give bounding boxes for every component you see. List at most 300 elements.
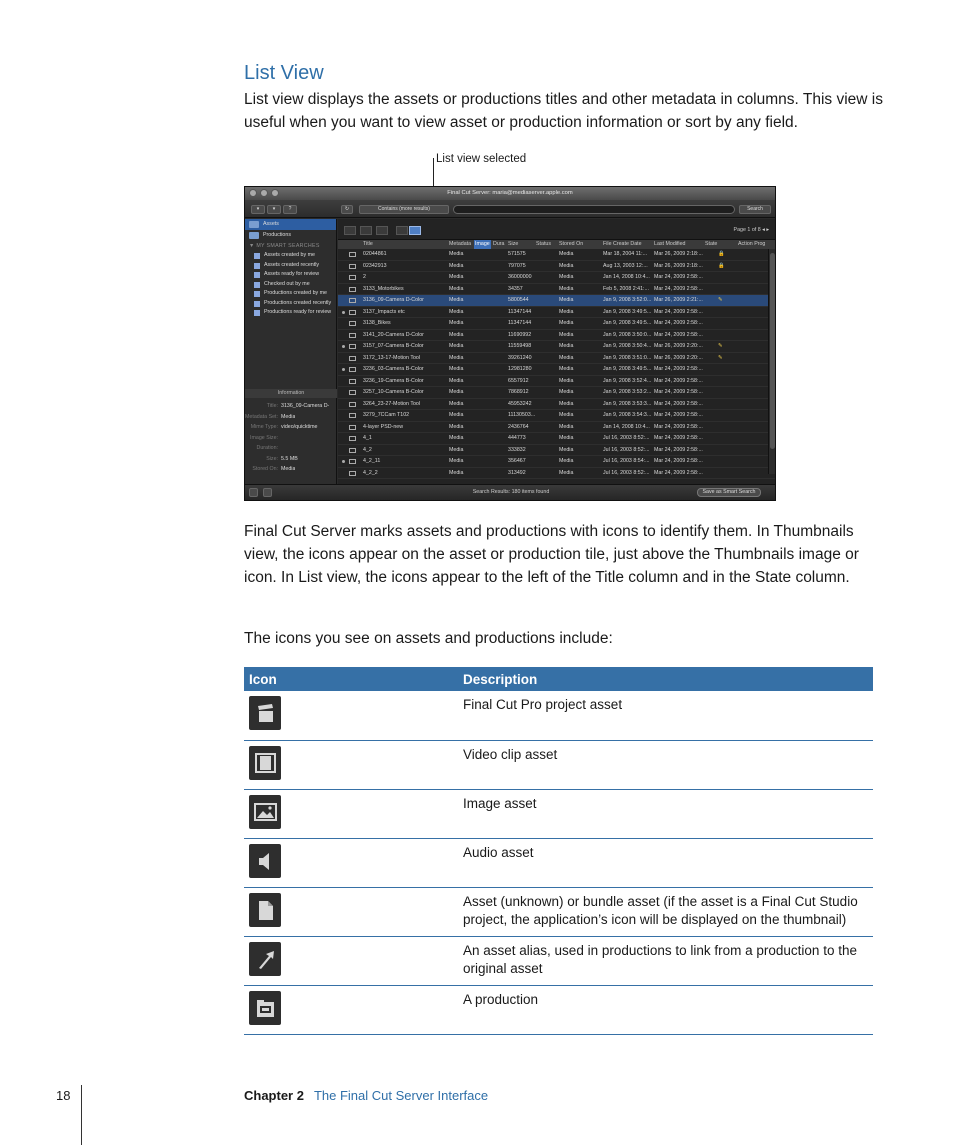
sidebar-item-assets[interactable]: Assets	[245, 219, 336, 230]
cell-size: 313492	[508, 469, 526, 476]
icon-cell	[244, 985, 458, 1034]
cell-modified: Mar 24, 2009 2:58:...	[654, 400, 703, 407]
cell-size: 11347144	[508, 308, 532, 315]
table-row[interactable]	[338, 433, 775, 445]
cell-created: Jan 9, 2008 3:50:0...	[603, 331, 652, 338]
cell-title: 3133_Motorbikes	[363, 285, 404, 292]
cell-title: 4_1	[363, 435, 372, 441]
cell-created: Feb 5, 2008 2:41:...	[603, 285, 649, 292]
table-row[interactable]	[338, 376, 775, 388]
asset-type-icon	[349, 298, 356, 303]
smart-search-label: Productions created by me	[264, 290, 328, 296]
cell-size: 5800544	[508, 297, 529, 303]
cell-size: 2436764	[508, 423, 529, 430]
cell-meta: Media	[449, 343, 464, 349]
cell-meta: Media	[449, 377, 464, 384]
cell-created: Jan 9, 2008 3:53:3...	[603, 400, 652, 407]
col-size[interactable]: Size	[508, 241, 519, 247]
cell-created: Jul 16, 2003 8:52:...	[603, 446, 650, 453]
asset-type-icon	[349, 287, 356, 292]
table-row	[244, 985, 873, 1034]
col-last-modified[interactable]: Last Modified	[654, 241, 686, 247]
cell-meta: Media	[449, 297, 464, 303]
info-key: Size:	[266, 455, 278, 462]
table-row	[244, 789, 873, 838]
cell-state: 🔒	[718, 262, 725, 269]
smart-search-icon	[254, 253, 260, 259]
table-row[interactable]	[338, 249, 775, 261]
description-cell: Audio asset	[458, 838, 873, 887]
search-input[interactable]	[453, 205, 735, 214]
cell-stored: Media	[559, 458, 574, 464]
description-cell: Final Cut Pro project asset	[458, 691, 873, 740]
save-smart-search-button[interactable]: Save as Smart Search	[697, 488, 761, 497]
icons-explanation-paragraph: Final Cut Server marks assets and productions with icons to identify them. In Thumbnails view, the icons appear on the asset or production tile, just above the Thumbnails image or icon. In List view, the icons appear to the left of the Title column and in the State column.	[244, 523, 859, 586]
cell-modified: Mar 24, 2009 2:58:...	[654, 320, 703, 326]
cell-title: 3172_13-17-Motion Tool	[363, 354, 421, 361]
info-key: Title:	[266, 403, 278, 409]
cell-meta: Media	[449, 262, 464, 269]
image-icon	[249, 795, 281, 829]
cell-state: ✎	[718, 354, 723, 361]
info-row	[245, 433, 337, 444]
info-row	[245, 464, 337, 475]
icon-cell	[244, 838, 458, 887]
table-row[interactable]	[338, 295, 775, 307]
cell-created: Jan 9, 2008 3:49:5...	[603, 320, 652, 326]
asset-type-icon	[349, 321, 356, 326]
table-row	[244, 691, 873, 740]
asset-type-icon	[349, 448, 356, 453]
productions-icon	[249, 232, 259, 239]
description-cell: An asset alias, used in productions to link from a production to the original asset	[458, 936, 873, 985]
page-number[interactable]: 1	[747, 227, 751, 233]
cell-modified: Mar 24, 2009 2:58:...	[654, 308, 703, 315]
cell-size: 444773	[508, 435, 526, 441]
smart-search-label: Assets ready for review	[264, 271, 320, 277]
table-row[interactable]	[338, 456, 775, 468]
asset-type-icon	[349, 310, 356, 315]
cell-created: Jan 9, 2008 3:49:5...	[603, 308, 652, 315]
icon-cell	[244, 691, 458, 740]
smart-search-icon	[254, 291, 260, 297]
linked-asset-icon	[342, 460, 345, 463]
cell-meta: Media	[449, 400, 464, 407]
cell-modified: Mar 24, 2009 2:58:...	[654, 389, 703, 395]
next-page-icon[interactable]: ▸	[766, 227, 769, 233]
header-description: Description	[458, 667, 873, 691]
table-row	[244, 740, 873, 789]
info-value: video/quicktime	[281, 424, 318, 430]
cell-title: 4_2_11	[363, 458, 381, 464]
smart-search-label: Assets created by me	[264, 252, 315, 258]
page-count: of 8	[751, 227, 761, 233]
smart-search-item[interactable]	[245, 270, 336, 280]
cell-created: Aug 13, 2003 12:...	[603, 262, 648, 269]
table-row[interactable]	[338, 353, 775, 365]
cell-title: 4_2	[363, 446, 372, 453]
clapper-icon	[249, 696, 281, 730]
cell-modified: Mar 24, 2009 2:58:...	[654, 446, 703, 453]
cell-stored: Media	[559, 377, 574, 384]
cell-modified: Mar 24, 2009 2:58:...	[654, 366, 703, 372]
description-cell: Video clip asset	[458, 740, 873, 789]
col-title[interactable]: Title	[363, 241, 373, 247]
prev-page-icon[interactable]: ◂	[762, 227, 765, 233]
view-bar	[338, 219, 775, 240]
table-row[interactable]	[338, 272, 775, 284]
cell-meta: Media	[449, 446, 464, 453]
callout-label: List view selected	[436, 153, 527, 165]
scrollbar[interactable]	[768, 249, 775, 474]
description-cell: Asset (unknown) or bundle asset (if the asset is a Final Cut Studio project, the application’s icon will be displayed on the thumbnail)	[458, 887, 873, 936]
cell-modified: Mar 24, 2009 2:58:...	[654, 435, 703, 441]
table-row	[244, 887, 873, 936]
search-button[interactable]: Search	[739, 205, 771, 214]
table-row[interactable]	[338, 387, 775, 399]
table-row[interactable]	[338, 468, 775, 480]
cell-created: Jan 9, 2008 3:51:0...	[603, 354, 652, 361]
info-value: 5.5 MB	[281, 455, 298, 462]
smart-search-label: Checked out by me	[264, 280, 310, 287]
cell-stored: Media	[559, 354, 574, 361]
cell-stored: Media	[559, 366, 574, 372]
icon-cell	[244, 936, 458, 985]
smart-search-list	[245, 251, 336, 318]
cell-size: 12981280	[508, 366, 532, 372]
cell-title: 3236_19-Camera B-Color	[363, 377, 424, 384]
info-row	[245, 401, 337, 412]
cell-stored: Media	[559, 274, 574, 280]
cell-size: 11559498	[508, 343, 532, 349]
cell-created: Jan 9, 2008 3:52:0...	[603, 297, 652, 303]
smart-search-item[interactable]	[245, 261, 336, 271]
smart-search-item[interactable]	[245, 251, 336, 261]
cell-created: Jan 9, 2008 3:53:2...	[603, 389, 652, 395]
cell-meta: Media	[449, 458, 464, 464]
cell-stored: Media	[559, 435, 574, 441]
cell-title: 3157_07-Camera B-Color	[363, 343, 424, 349]
window-title: Final Cut Server: maria@mediaserver.apple.com	[447, 190, 573, 196]
status-bar	[245, 484, 776, 500]
cell-modified: Mar 26, 2009 2:21:...	[654, 297, 703, 303]
cell-modified: Mar 26, 2009 2:20:...	[654, 343, 703, 349]
cell-stored: Media	[559, 400, 574, 407]
col-action-progress[interactable]: Action Prog	[738, 241, 766, 247]
cell-stored: Media	[559, 308, 574, 315]
cell-modified: Mar 24, 2009 2:58:...	[654, 274, 703, 280]
smart-search-label: Assets created recently	[264, 261, 320, 268]
tools-button[interactable]	[360, 226, 372, 235]
cell-created: Jul 16, 2003 8:54:...	[603, 458, 650, 464]
asset-type-icon	[349, 275, 356, 280]
info-key: Stored On:	[252, 466, 278, 472]
document-icon	[249, 893, 281, 927]
cell-size: 571575	[508, 251, 526, 257]
cell-modified: Mar 24, 2009 2:58:...	[654, 469, 703, 476]
table-row	[244, 936, 873, 985]
cell-meta: Media	[449, 320, 464, 326]
table-row[interactable]	[338, 422, 775, 434]
asset-type-icon	[349, 379, 356, 384]
cell-state: ✎	[718, 343, 723, 349]
cell-title: 3264_23-27-Motion Tool	[363, 400, 421, 407]
smart-search-label: Productions ready for review	[264, 309, 332, 315]
table-row[interactable]	[338, 318, 775, 330]
smart-search-item[interactable]	[245, 308, 336, 318]
cell-size: 39261240	[508, 354, 532, 361]
smart-search-icon	[254, 310, 260, 316]
cell-created: Jan 9, 2008 3:52:4...	[603, 377, 652, 384]
toolbar	[245, 200, 775, 218]
cell-stored: Media	[559, 251, 574, 257]
lock-filter-button[interactable]	[344, 226, 356, 235]
speaker-icon	[249, 844, 281, 878]
cell-title: 4-layer PSD-new	[363, 423, 404, 430]
sidebar-item-productions[interactable]: Productions	[245, 230, 336, 241]
info-key: Image Size:	[250, 434, 278, 441]
cell-meta: Media	[449, 423, 464, 430]
asset-list	[338, 249, 775, 479]
cell-stored: Media	[559, 343, 574, 349]
cell-modified: Mar 26, 2009 2:20:...	[654, 354, 703, 361]
cell-title: 3136_09-Camera D-Color	[363, 297, 424, 303]
cell-title: 3141_20-Camera D-Color	[363, 331, 424, 338]
cell-title: 3138_Bikes	[363, 320, 391, 326]
cell-meta: Media	[449, 274, 464, 280]
window-titlebar	[245, 187, 775, 200]
icon-cell	[244, 887, 458, 936]
cell-size: 356467	[508, 458, 526, 464]
col-duration[interactable]: Dura	[493, 241, 505, 247]
cell-created: Jan 14, 2008 10:4...	[603, 274, 650, 280]
cell-size: 11130503...	[508, 412, 536, 418]
info-key: Duration:	[256, 445, 278, 451]
cell-title: 3279_7CCam T102	[363, 412, 410, 418]
cell-size: 11347144	[508, 320, 532, 326]
list-view-button[interactable]	[409, 226, 421, 235]
cell-created: Jan 9, 2008 3:54:3...	[603, 412, 652, 418]
search-results-count: Search Results: 180 items found	[472, 489, 550, 495]
info-value: Media	[281, 413, 296, 420]
icons-table	[244, 667, 873, 1035]
table-row[interactable]	[338, 399, 775, 411]
smart-search-item[interactable]	[245, 299, 336, 309]
info-value: 3136_09-Camera D-	[281, 403, 330, 409]
description-cell: Image asset	[458, 789, 873, 838]
thumbnails-view-button[interactable]	[396, 226, 408, 235]
cell-created: Jan 14, 2008 10:4...	[603, 423, 650, 430]
icons-list-intro: The icons you see on assets and productions include:	[244, 630, 613, 647]
description-cell: A production	[458, 985, 873, 1034]
cell-modified: Mar 24, 2009 2:58:...	[654, 412, 703, 418]
table-row[interactable]	[338, 261, 775, 273]
assets-icon	[249, 221, 259, 228]
linked-asset-icon	[342, 311, 345, 314]
search-scope-select[interactable]: Contains (more results)	[359, 205, 449, 214]
chapter-title-link[interactable]: The Final Cut Server Interface	[313, 1088, 489, 1103]
cell-stored: Media	[559, 469, 574, 476]
icon-cell	[244, 740, 458, 789]
asset-type-icon	[349, 333, 356, 338]
cell-title: 2	[363, 274, 366, 280]
sidebar	[245, 219, 337, 484]
asset-type-icon	[349, 264, 356, 269]
table-header-row	[244, 667, 873, 691]
cell-title: 4_2_2	[363, 469, 378, 476]
help-menu-button[interactable]: ?	[283, 205, 297, 214]
cell-meta: Media	[449, 285, 464, 292]
cell-size: 797075	[508, 262, 526, 269]
table-row[interactable]	[338, 330, 775, 342]
page-number: 18	[56, 1088, 71, 1103]
cell-created: Jan 9, 2008 3:50:4...	[603, 343, 652, 349]
header-icon: Icon	[244, 667, 458, 691]
smart-search-icon	[254, 263, 260, 269]
smart-searches-heading[interactable]: ▼ MY SMART SEARCHES	[249, 243, 320, 249]
info-key: Metadata Set:	[245, 413, 278, 420]
section-title: List View	[244, 62, 324, 84]
asset-type-icon	[349, 252, 356, 257]
asset-type-icon	[349, 390, 356, 395]
table-row[interactable]	[338, 364, 775, 376]
view-menu-button[interactable]: ▾	[267, 205, 281, 214]
cell-title: 02044861	[363, 251, 387, 257]
cell-title: 02342913	[363, 262, 387, 269]
cell-modified: Mar 24, 2009 2:58:...	[654, 423, 703, 430]
column-headers	[338, 240, 775, 249]
smart-search-icon	[254, 282, 260, 288]
cell-title: 3257_10-Camera B-Color	[363, 389, 424, 395]
cell-meta: Media	[449, 469, 464, 476]
linked-asset-icon	[342, 368, 345, 371]
smart-search-label: Productions created recently	[264, 299, 332, 306]
cell-state: 🔒	[718, 251, 725, 257]
cell-title: 3137_Impacts etc	[363, 308, 405, 315]
cell-modified: Mar 24, 2009 2:58:...	[654, 377, 703, 384]
asset-type-icon	[349, 356, 356, 361]
cell-stored: Media	[559, 262, 574, 269]
refresh-icon[interactable]: ↻	[341, 205, 353, 214]
asset-type-icon	[349, 402, 356, 407]
table-row[interactable]	[338, 284, 775, 296]
scroll-thumb[interactable]	[770, 253, 775, 449]
cell-stored: Media	[559, 320, 574, 326]
table-row[interactable]	[338, 445, 775, 457]
cell-meta: Media	[449, 389, 464, 395]
cell-created: Jan 9, 2008 3:49:5...	[603, 366, 652, 372]
cell-modified: Mar 26, 2009 2:18:...	[654, 262, 703, 269]
info-key: Mime Type:	[250, 424, 278, 430]
cell-meta: Media	[449, 366, 464, 372]
app-screenshot	[244, 186, 776, 501]
cell-meta: Media	[449, 308, 464, 315]
col-status[interactable]: Status	[536, 241, 552, 247]
col-image[interactable]: Image	[475, 241, 490, 247]
cell-size: 11690992	[508, 331, 532, 338]
cell-stored: Media	[559, 389, 574, 395]
cell-modified: Mar 24, 2009 2:58:...	[654, 285, 703, 292]
table-row[interactable]	[338, 410, 775, 422]
cell-state: ✎	[718, 297, 723, 303]
info-value: Media	[281, 466, 296, 472]
cell-stored: Media	[559, 412, 574, 418]
col-file-create-date[interactable]: File Create Date	[603, 241, 642, 247]
cell-title: 3236_03-Camera B-Color	[363, 366, 424, 372]
cell-stored: Media	[559, 423, 574, 430]
asset-type-icon	[349, 413, 356, 418]
table-row	[244, 838, 873, 887]
cell-modified: Mar 26, 2009 2:18:...	[654, 251, 703, 257]
asset-type-icon	[349, 471, 356, 476]
info-row	[245, 412, 337, 423]
cell-size: 7868912	[508, 389, 529, 395]
cell-created: Jul 16, 2003 8:52:...	[603, 435, 650, 441]
pager-label: Page	[733, 227, 746, 233]
cell-modified: Mar 24, 2009 2:58:...	[654, 331, 703, 338]
smart-search-icon	[254, 272, 260, 278]
info-panel	[245, 401, 337, 475]
col-stored-on[interactable]: Stored On	[559, 241, 584, 247]
cell-size: 6557912	[508, 377, 529, 384]
cell-stored: Media	[559, 446, 574, 453]
smart-search-icon	[254, 301, 260, 307]
cell-size: 333832	[508, 446, 526, 453]
footer-rule	[81, 1085, 82, 1145]
cell-stored: Media	[559, 331, 574, 338]
cell-size: 34357	[508, 285, 523, 292]
footer-chapter	[244, 1088, 488, 1103]
col-state[interactable]: State	[705, 241, 718, 247]
info-row	[245, 443, 337, 454]
cell-created: Mar 18, 2004 11:...	[603, 251, 648, 257]
chapter-label: Chapter 2	[244, 1088, 304, 1103]
cell-modified: Mar 24, 2009 2:58:...	[654, 458, 703, 464]
asset-type-icon	[349, 436, 356, 441]
intro-paragraph: List view displays the assets or productions titles and other metadata in columns. This view is useful when you want to view asset or production information or sort by any field.	[244, 91, 883, 131]
icon-cell	[244, 789, 458, 838]
asset-type-icon	[349, 425, 356, 430]
main-pane	[338, 219, 775, 484]
col-metadata[interactable]: Metadata	[449, 241, 472, 247]
asset-type-icon	[349, 344, 356, 349]
pager	[734, 227, 769, 233]
table-row[interactable]	[338, 341, 775, 353]
smart-search-item[interactable]	[245, 280, 336, 290]
cell-stored: Media	[559, 285, 574, 292]
info-heading: Information	[245, 389, 337, 398]
cell-size: 36000000	[508, 274, 532, 280]
production-icon	[249, 991, 281, 1025]
cell-meta: Media	[449, 331, 464, 338]
table-row[interactable]	[338, 307, 775, 319]
cell-size: 45953242	[508, 400, 532, 407]
linked-asset-icon	[342, 345, 345, 348]
asset-action-button[interactable]: ▾	[251, 205, 265, 214]
cell-meta: Media	[449, 412, 464, 418]
cell-meta: Media	[449, 435, 464, 441]
cell-created: Jul 16, 2003 8:52:...	[603, 469, 650, 476]
film-icon	[249, 746, 281, 780]
asset-type-icon	[349, 367, 356, 372]
smart-search-item[interactable]	[245, 289, 336, 299]
info-row	[245, 454, 337, 465]
info-row	[245, 422, 337, 433]
alias-arrow-icon	[249, 942, 281, 976]
production-filter-button[interactable]	[376, 226, 388, 235]
cell-meta: Media	[449, 251, 464, 257]
cell-meta: Media	[449, 354, 464, 361]
